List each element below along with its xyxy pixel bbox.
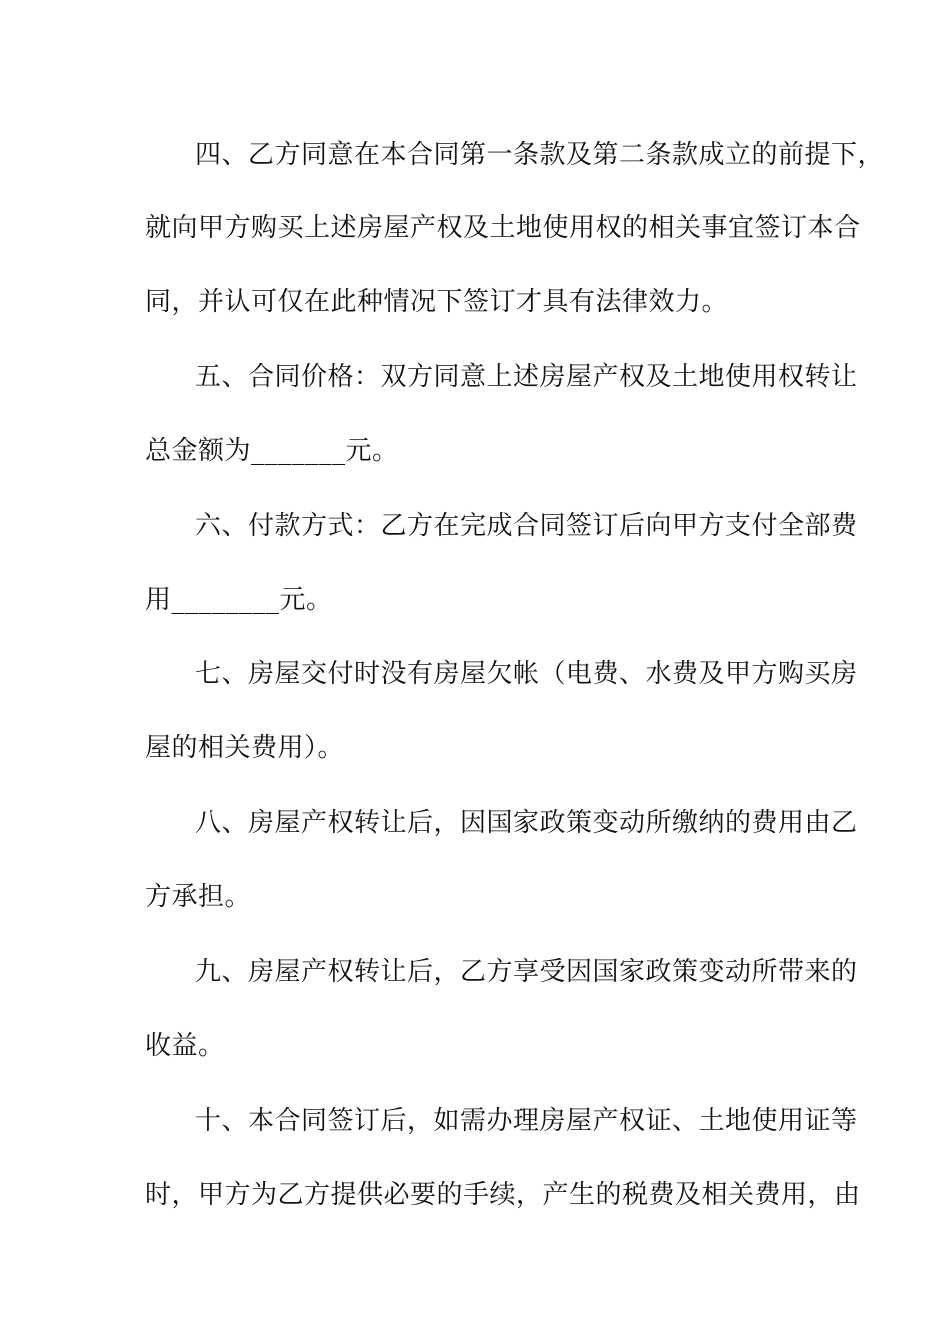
clause-8-line-2: 方承担。 — [145, 882, 252, 912]
clause-7-line-2: 屋的相关费用）。 — [145, 733, 345, 763]
clause-6-line-1: 六、付款方式：乙方在完成合同签订后向甲方支付全部费 — [195, 511, 858, 541]
clause-5-line-1: 五、合同价格：双方同意上述房屋产权及土地使用权转让 — [195, 362, 858, 392]
clause-5-line-2: 总金额为_______元。 — [145, 436, 399, 466]
clause-4-line-3: 同，并认可仅在此种情况下签订才具有法律效力。 — [145, 287, 729, 317]
clause-9-line-1: 九、房屋产权转让后，乙方享受因国家政策变动所带来的 — [195, 957, 858, 987]
clause-8-line-1: 八、房屋产权转让后，因国家政策变动所缴纳的费用由乙 — [195, 808, 858, 838]
clause-10-line-2: 时，甲方为乙方提供必要的手续，产生的税费及相关费用，由 — [145, 1180, 861, 1210]
clause-4-line-2: 就向甲方购买上述房屋产权及土地使用权的相关事宜签订本合 — [145, 213, 861, 243]
clause-6-line-2: 用________元。 — [145, 585, 333, 615]
clause-7-line-1: 七、房屋交付时没有房屋欠帐（电费、水费及甲方购买房 — [195, 659, 858, 689]
clause-4-line-1: 四、乙方同意在本合同第一条款及第二条款成立的前提下， — [195, 140, 885, 170]
clause-10-line-1: 十、本合同签订后，如需办理房屋产权证、土地使用证等 — [195, 1106, 858, 1136]
clause-9-line-2: 收益。 — [145, 1031, 225, 1061]
